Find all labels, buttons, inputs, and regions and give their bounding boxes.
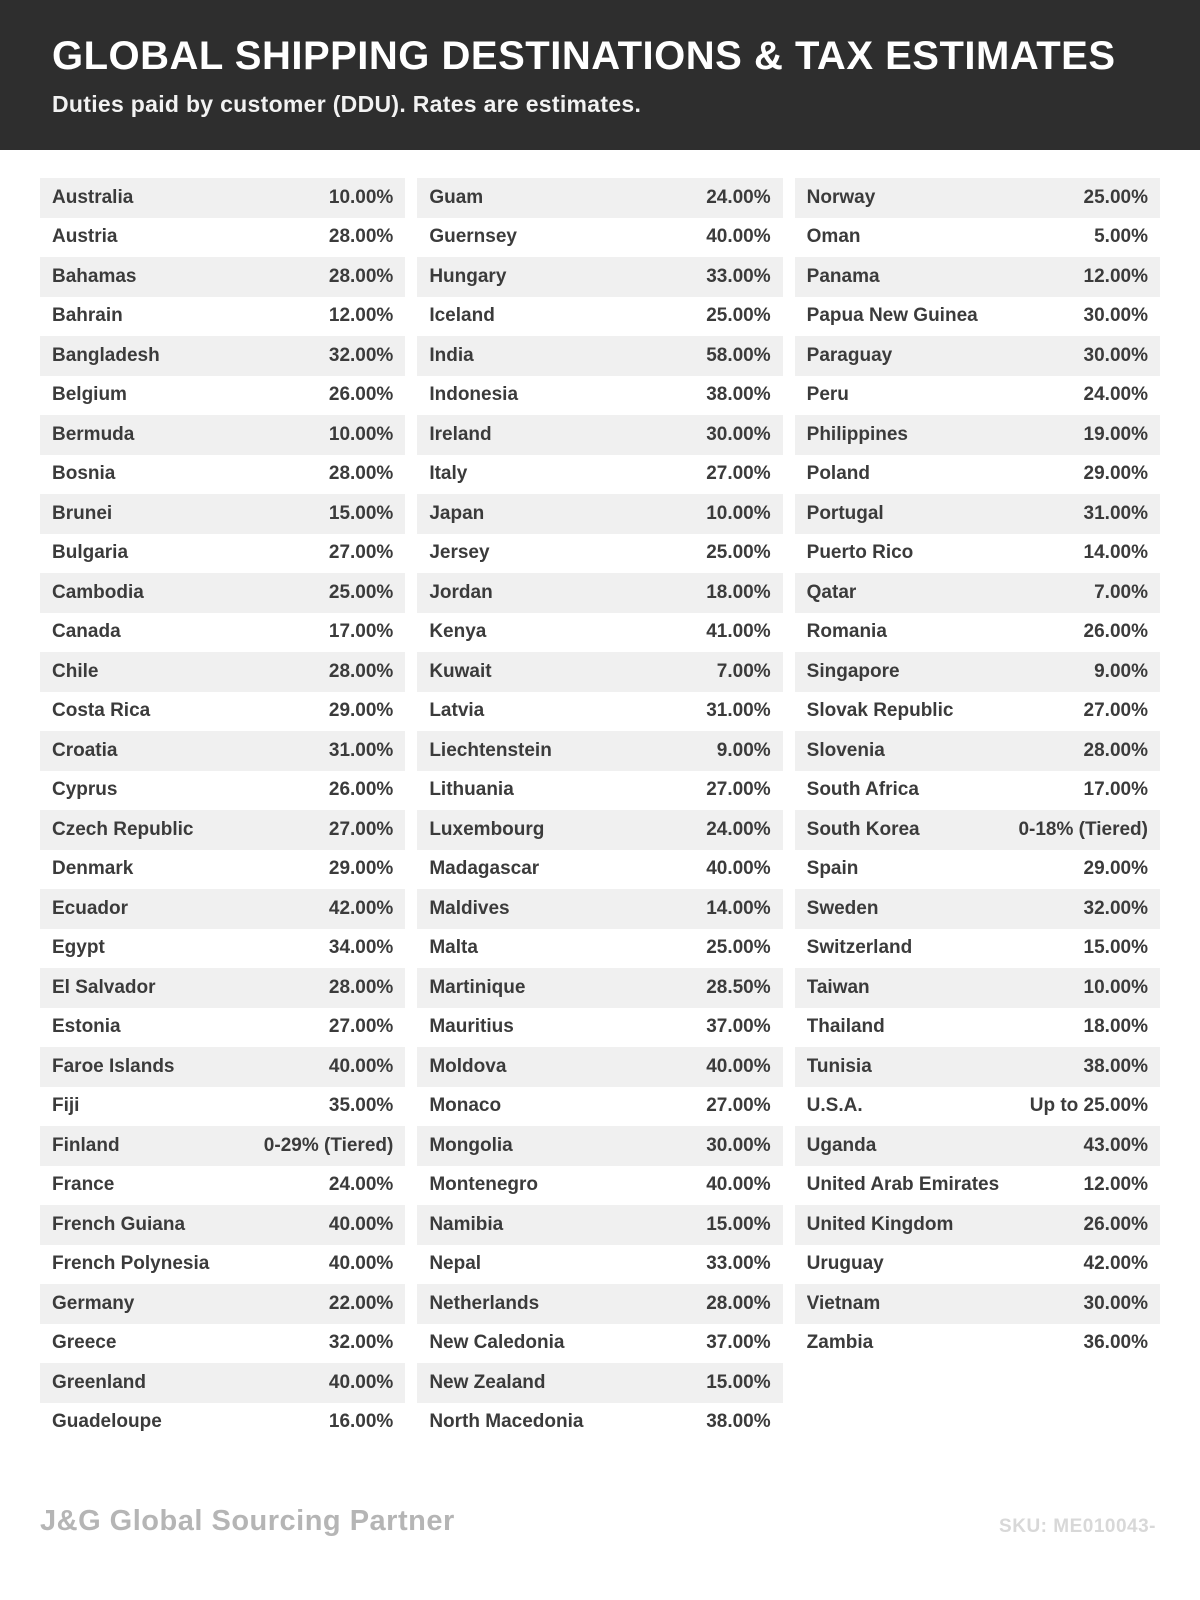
tax-rate: 15.00%	[1083, 937, 1148, 959]
tax-rate: 10.00%	[1083, 976, 1148, 998]
country-name: Thailand	[806, 1016, 885, 1038]
country-name: Nepal	[429, 1253, 482, 1275]
tax-rate: 0-18% (Tiered)	[1018, 818, 1148, 840]
tax-rate: 40.00%	[328, 1055, 394, 1077]
table-row	[417, 297, 782, 337]
tax-rate: 30.00%	[706, 423, 771, 445]
table-row	[795, 929, 1160, 969]
tax-rate: 32.00%	[328, 1332, 394, 1354]
country-name: Oman	[806, 226, 861, 248]
tax-rate: 31.00%	[328, 739, 394, 761]
tax-rate: 40.00%	[706, 226, 771, 248]
table-row	[40, 1008, 405, 1048]
table-row	[417, 1087, 782, 1127]
tax-rate: 25.00%	[706, 305, 771, 327]
table-row	[40, 1205, 405, 1245]
tax-rate: 25.00%	[706, 542, 771, 564]
table-row	[417, 929, 782, 969]
tax-rate: 27.00%	[706, 463, 771, 485]
tax-rate: 15.00%	[706, 1371, 771, 1393]
country-name: Norway	[806, 186, 876, 208]
tax-rate: 10.00%	[328, 186, 394, 208]
table-row	[795, 810, 1160, 850]
tax-rate: 19.00%	[1083, 423, 1148, 445]
country-name: Portugal	[806, 502, 884, 524]
country-name: Poland	[806, 463, 870, 485]
country-name: South Africa	[806, 779, 919, 801]
country-name: Slovenia	[806, 739, 885, 761]
tax-rate: 26.00%	[1083, 621, 1148, 643]
table-row	[795, 1166, 1160, 1206]
table-row	[417, 1403, 782, 1443]
country-name: Jordan	[429, 581, 493, 603]
table-row	[795, 178, 1160, 218]
brand-name: J&G Global Sourcing Partner	[40, 1505, 455, 1537]
country-name: Peru	[806, 384, 849, 406]
table-row	[795, 771, 1160, 811]
country-name: Romania	[806, 621, 887, 643]
table-row	[417, 810, 782, 850]
table-row	[795, 1205, 1160, 1245]
country-name: Moldova	[429, 1055, 507, 1077]
country-name: United Arab Emirates	[806, 1174, 1000, 1196]
country-name: Finland	[52, 1134, 120, 1156]
country-name: Bulgaria	[52, 542, 129, 564]
country-name: Montenegro	[429, 1174, 539, 1196]
country-name: Taiwan	[806, 976, 870, 998]
country-name: Liechtenstein	[429, 739, 552, 761]
table-row	[40, 297, 405, 337]
country-name: Paraguay	[806, 344, 893, 366]
table-row	[795, 1087, 1160, 1127]
table-row	[40, 810, 405, 850]
rates-column-2	[417, 178, 782, 1442]
country-name: Austria	[52, 226, 118, 248]
country-name: Luxembourg	[429, 818, 545, 840]
country-name: Latvia	[429, 700, 485, 722]
table-row	[40, 257, 405, 297]
country-name: Czech Republic	[52, 818, 194, 840]
table-row	[795, 415, 1160, 455]
country-name: Malta	[429, 937, 478, 959]
country-name: Zambia	[806, 1332, 874, 1354]
tax-rate: 29.00%	[1083, 858, 1148, 880]
table-row	[40, 1126, 405, 1166]
table-row	[40, 534, 405, 574]
tax-rate: 35.00%	[328, 1095, 394, 1117]
tax-rate: 30.00%	[706, 1134, 771, 1156]
tax-rate: 24.00%	[328, 1174, 394, 1196]
table-row	[40, 573, 405, 613]
table-row	[795, 652, 1160, 692]
country-name: Uganda	[806, 1134, 877, 1156]
country-name: Mauritius	[429, 1016, 514, 1038]
table-row	[40, 850, 405, 890]
table-row	[795, 1008, 1160, 1048]
rates-table	[40, 178, 1160, 1442]
table-row	[417, 1363, 782, 1403]
tax-rate: 34.00%	[328, 937, 394, 959]
tax-rate: 28.50%	[706, 976, 771, 998]
tax-rate: 30.00%	[1083, 1292, 1148, 1314]
table-row	[40, 652, 405, 692]
country-name: Ecuador	[52, 897, 129, 919]
country-name: Canada	[52, 621, 121, 643]
tax-rate: 27.00%	[1083, 700, 1148, 722]
table-row	[40, 692, 405, 732]
tax-rate: 25.00%	[706, 937, 771, 959]
country-name: Cyprus	[52, 779, 118, 801]
table-row	[40, 336, 405, 376]
table-row	[417, 455, 782, 495]
country-name: Switzerland	[806, 937, 913, 959]
table-row	[40, 1403, 405, 1443]
country-name: Australia	[52, 186, 134, 208]
tax-rate: 16.00%	[328, 1411, 394, 1433]
table-row	[417, 1245, 782, 1285]
tax-rate: 7.00%	[1094, 581, 1148, 603]
table-row	[40, 455, 405, 495]
rates-column-1	[40, 178, 405, 1442]
table-row	[40, 968, 405, 1008]
header-banner	[0, 0, 1200, 150]
tax-rate: 24.00%	[706, 818, 771, 840]
tax-rate: 17.00%	[1083, 779, 1148, 801]
country-name: Puerto Rico	[806, 542, 914, 564]
tax-rate: 40.00%	[706, 1055, 771, 1077]
country-name: Costa Rica	[52, 700, 151, 722]
tax-rate: 40.00%	[328, 1371, 394, 1393]
country-name: Brunei	[52, 502, 113, 524]
country-name: Estonia	[52, 1016, 121, 1038]
tax-rate: 9.00%	[1094, 660, 1148, 682]
tax-rate: 30.00%	[1083, 305, 1148, 327]
page-title: GLOBAL SHIPPING DESTINATIONS & TAX ESTIMATES	[52, 34, 1116, 78]
country-name: Germany	[52, 1292, 135, 1314]
tax-rate: 28.00%	[328, 226, 394, 248]
country-name: Qatar	[806, 581, 857, 603]
country-name: Netherlands	[429, 1292, 540, 1314]
country-name: Bahrain	[52, 305, 123, 327]
country-name: Bermuda	[52, 423, 135, 445]
tax-rate: 10.00%	[706, 502, 771, 524]
country-name: El Salvador	[52, 976, 156, 998]
country-name: Greenland	[52, 1371, 146, 1393]
tax-rate: 25.00%	[328, 581, 394, 603]
country-name: Guam	[429, 186, 484, 208]
country-name: New Caledonia	[429, 1332, 565, 1354]
table-row	[417, 850, 782, 890]
country-name: Cambodia	[52, 581, 144, 603]
table-row	[40, 929, 405, 969]
country-name: Ireland	[429, 423, 492, 445]
country-name: Hungary	[429, 265, 507, 287]
tax-rate: 29.00%	[1083, 463, 1148, 485]
table-row	[795, 850, 1160, 890]
country-name: Guernsey	[429, 226, 517, 248]
table-row	[417, 1284, 782, 1324]
tax-rate: 12.00%	[1083, 265, 1148, 287]
table-row	[417, 573, 782, 613]
country-name: Martinique	[429, 976, 526, 998]
tax-rate: 27.00%	[328, 818, 394, 840]
tax-rate: 31.00%	[1083, 502, 1148, 524]
country-name: Croatia	[52, 739, 118, 761]
country-name: Bangladesh	[52, 344, 160, 366]
tax-rate: 27.00%	[706, 1095, 771, 1117]
tax-rate: 42.00%	[328, 897, 394, 919]
country-name: Indonesia	[429, 384, 519, 406]
country-name: Italy	[429, 463, 468, 485]
tax-rate: 32.00%	[1083, 897, 1148, 919]
table-row	[40, 1324, 405, 1364]
tax-rate: 26.00%	[328, 779, 394, 801]
table-row	[795, 257, 1160, 297]
country-name: United Kingdom	[806, 1213, 954, 1235]
table-row	[417, 1166, 782, 1206]
table-row	[795, 731, 1160, 771]
tax-rate: 28.00%	[1083, 739, 1148, 761]
country-name: Monaco	[429, 1095, 502, 1117]
tax-rate: 40.00%	[706, 858, 771, 880]
table-row	[40, 218, 405, 258]
table-row	[795, 889, 1160, 929]
tax-rate: 37.00%	[706, 1016, 771, 1038]
country-name: Guadeloupe	[52, 1411, 162, 1433]
table-row	[417, 257, 782, 297]
country-name: South Korea	[806, 818, 920, 840]
country-name: French Guiana	[52, 1213, 186, 1235]
country-name: Denmark	[52, 858, 134, 880]
table-row	[417, 1047, 782, 1087]
tax-rate: 10.00%	[328, 423, 394, 445]
country-name: Chile	[52, 660, 99, 682]
table-row	[40, 1166, 405, 1206]
tax-rate: 26.00%	[328, 384, 394, 406]
tax-rate: 58.00%	[706, 344, 771, 366]
country-name: Kuwait	[429, 660, 492, 682]
table-row	[795, 336, 1160, 376]
table-row	[40, 1047, 405, 1087]
table-row	[417, 218, 782, 258]
country-name: Mongolia	[429, 1134, 513, 1156]
country-name: Belgium	[52, 384, 127, 406]
country-name: Papua New Guinea	[806, 305, 978, 327]
country-name: Fiji	[52, 1095, 80, 1117]
tax-rate: 29.00%	[328, 858, 394, 880]
table-row	[795, 534, 1160, 574]
tax-rate: 40.00%	[328, 1213, 394, 1235]
country-name: French Polynesia	[52, 1253, 210, 1275]
tax-rate: 43.00%	[1083, 1134, 1148, 1156]
tax-rate: 14.00%	[706, 897, 771, 919]
table-row	[40, 1245, 405, 1285]
table-row	[795, 1324, 1160, 1364]
country-name: France	[52, 1174, 115, 1196]
country-name: North Macedonia	[429, 1411, 584, 1433]
table-row	[795, 1047, 1160, 1087]
table-row	[417, 1205, 782, 1245]
country-name: New Zealand	[429, 1371, 546, 1393]
tax-rate: 28.00%	[328, 976, 394, 998]
country-name: Madagascar	[429, 858, 540, 880]
tax-rate: 18.00%	[1083, 1016, 1148, 1038]
country-name: Singapore	[806, 660, 900, 682]
tax-rate: 12.00%	[328, 305, 394, 327]
tax-rate: 7.00%	[716, 660, 771, 682]
tax-rate: 33.00%	[706, 265, 771, 287]
tax-rate: 33.00%	[706, 1253, 771, 1275]
table-row	[40, 415, 405, 455]
country-name: Greece	[52, 1332, 117, 1354]
tax-rate: 17.00%	[328, 621, 394, 643]
country-name: Namibia	[429, 1213, 504, 1235]
tax-rate: 15.00%	[706, 1213, 771, 1235]
country-name: India	[429, 344, 474, 366]
table-row	[795, 297, 1160, 337]
table-row	[40, 771, 405, 811]
tax-rate: 30.00%	[1083, 344, 1148, 366]
table-row	[795, 1126, 1160, 1166]
table-row	[417, 692, 782, 732]
table-row	[795, 573, 1160, 613]
country-name: Egypt	[52, 937, 105, 959]
tax-rate: 38.00%	[706, 384, 771, 406]
tax-rate: 28.00%	[328, 463, 394, 485]
sku-label: SKU: ME010043-	[999, 1516, 1156, 1537]
tax-rate: 28.00%	[328, 265, 394, 287]
tax-rate: 37.00%	[706, 1332, 771, 1354]
table-row	[417, 731, 782, 771]
tax-rate: 14.00%	[1083, 542, 1148, 564]
tax-rate: 38.00%	[1083, 1055, 1148, 1077]
table-row	[795, 218, 1160, 258]
country-name: Uruguay	[806, 1253, 884, 1275]
table-row	[417, 1126, 782, 1166]
country-name: Bahamas	[52, 265, 137, 287]
tax-rate: 32.00%	[328, 344, 394, 366]
tax-rate: 9.00%	[716, 739, 771, 761]
tax-rate: 28.00%	[706, 1292, 771, 1314]
country-name: Philippines	[806, 423, 909, 445]
table-row	[417, 889, 782, 929]
table-row	[795, 692, 1160, 732]
country-name: Sweden	[806, 897, 879, 919]
tax-rate: 36.00%	[1083, 1332, 1148, 1354]
table-row	[40, 376, 405, 416]
table-row	[795, 1245, 1160, 1285]
tax-rate: 31.00%	[706, 700, 771, 722]
country-name: Slovak Republic	[806, 700, 954, 722]
country-name: Panama	[806, 265, 880, 287]
country-name: Bosnia	[52, 463, 116, 485]
tax-rate: 0-29% (Tiered)	[263, 1134, 394, 1156]
country-name: Japan	[429, 502, 485, 524]
tax-rate: 27.00%	[328, 1016, 394, 1038]
tax-rate: 29.00%	[328, 700, 394, 722]
tax-rate: 24.00%	[706, 186, 771, 208]
table-row	[795, 376, 1160, 416]
table-row	[417, 415, 782, 455]
table-row	[417, 336, 782, 376]
tax-rate: 28.00%	[328, 660, 394, 682]
table-row	[795, 968, 1160, 1008]
tax-rate: 40.00%	[706, 1174, 771, 1196]
country-name: Maldives	[429, 897, 510, 919]
tax-rate: 27.00%	[706, 779, 771, 801]
tax-rate: 22.00%	[328, 1292, 394, 1314]
tax-rate: 40.00%	[328, 1253, 394, 1275]
table-row	[40, 178, 405, 218]
table-row	[40, 1087, 405, 1127]
tax-rate: 26.00%	[1083, 1213, 1148, 1235]
tax-rate: 41.00%	[706, 621, 771, 643]
page-subtitle: Duties paid by customer (DDU). Rates are estimates.	[52, 91, 642, 117]
table-row	[40, 1284, 405, 1324]
tax-rate: 15.00%	[328, 502, 394, 524]
country-name: Iceland	[429, 305, 495, 327]
tax-rate: Up to 25.00%	[1029, 1095, 1148, 1117]
country-name: U.S.A.	[806, 1095, 863, 1117]
rates-column-3	[795, 178, 1160, 1442]
table-row	[417, 771, 782, 811]
table-row	[795, 613, 1160, 653]
footer	[40, 1505, 1156, 1538]
country-name: Lithuania	[429, 779, 514, 801]
table-row	[40, 613, 405, 653]
tax-rate: 42.00%	[1083, 1253, 1148, 1275]
table-row	[40, 889, 405, 929]
tax-rate: 12.00%	[1083, 1174, 1148, 1196]
table-row	[417, 178, 782, 218]
table-row	[417, 1324, 782, 1364]
table-row	[417, 968, 782, 1008]
table-row	[417, 376, 782, 416]
tax-rate: 27.00%	[328, 542, 394, 564]
table-row	[795, 494, 1160, 534]
country-name: Spain	[806, 858, 859, 880]
table-row	[795, 1284, 1160, 1324]
table-row	[417, 652, 782, 692]
country-name: Faroe Islands	[52, 1055, 175, 1077]
country-name: Vietnam	[806, 1292, 881, 1314]
table-row	[417, 534, 782, 574]
tax-rate: 38.00%	[706, 1411, 771, 1433]
tax-rate: 24.00%	[1083, 384, 1148, 406]
table-row	[417, 1008, 782, 1048]
tax-rate: 5.00%	[1094, 226, 1148, 248]
table-row	[40, 494, 405, 534]
table-row	[795, 455, 1160, 495]
tax-rate: 18.00%	[706, 581, 771, 603]
tax-rate: 25.00%	[1083, 186, 1148, 208]
table-row	[417, 613, 782, 653]
table-row	[40, 731, 405, 771]
country-name: Jersey	[429, 542, 490, 564]
table-row	[40, 1363, 405, 1403]
table-row	[417, 494, 782, 534]
country-name: Kenya	[429, 621, 487, 643]
country-name: Tunisia	[806, 1055, 872, 1077]
